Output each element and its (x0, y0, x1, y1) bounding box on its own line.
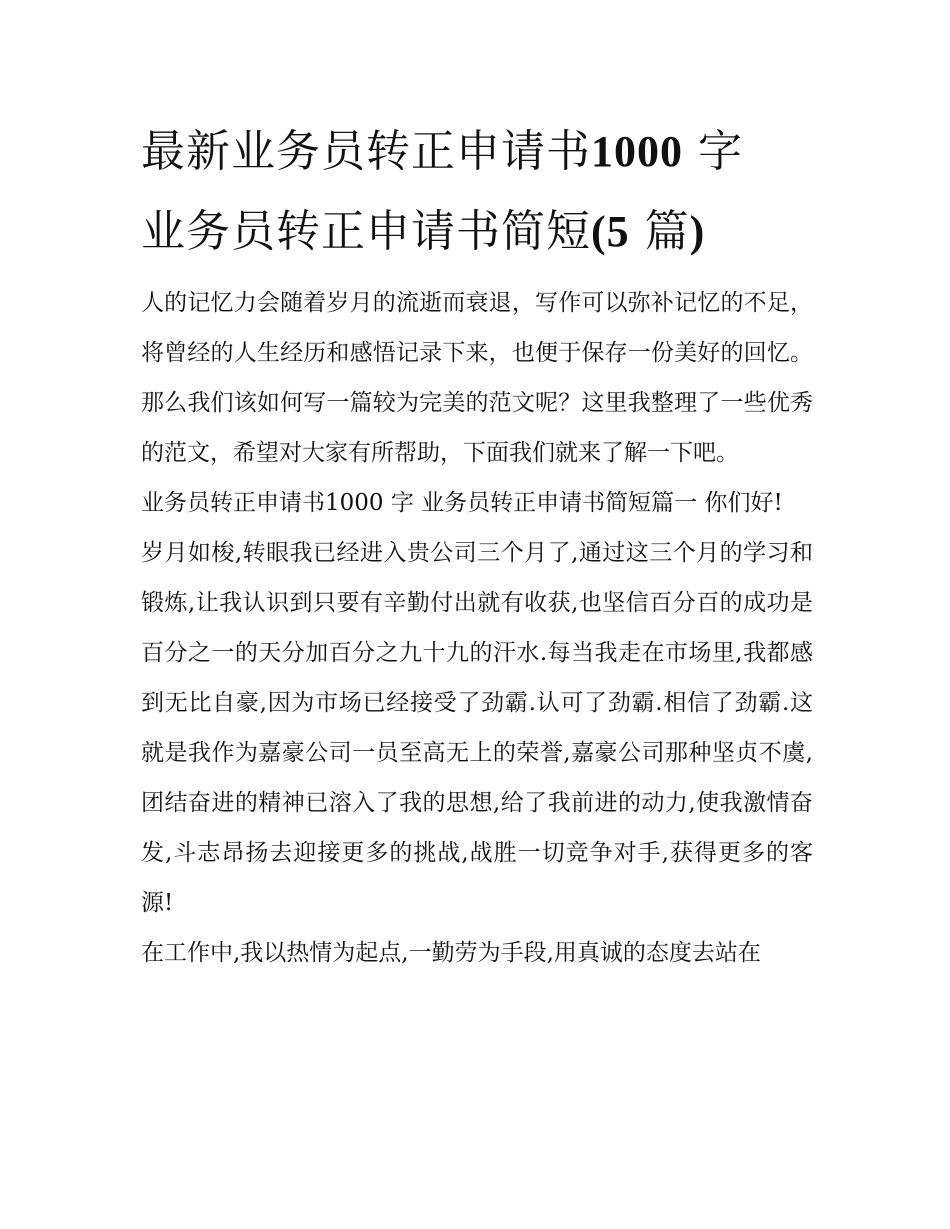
title-part: 字 (683, 126, 743, 177)
body-paragraph: 在工作中,我以热情为起点,一勤劳为手段,用真诚的态度去站在 (141, 940, 761, 966)
document-title (141, 112, 813, 272)
title-number: (5 (591, 207, 630, 256)
intro-paragraph: 人的记忆力会随着岁月的流逝而衰退，写作可以弥补记忆的不足，将曾经的人生经历和感悟记录下来，也便于保存一份美好的回忆。那么我们该如何写一篇较为完美的范文呢？这里我整理了一些优秀的范文，希望对大家有所帮助，下面我们就来了解一下吧。 (141, 290, 813, 466)
title-part: 业务员转正申请书简短 (141, 206, 591, 257)
section-heading-paragraph: 业务员转正申请书1000 字 业务员转正申请书简短篇一 你们好! (141, 490, 783, 516)
title-number: 1000 (591, 127, 683, 176)
body-paragraph: 岁月如梭,转眼我已经进入贵公司三个月了,通过这三个月的学习和锻炼,让我认识到只要有辛勤付出就有收获,也坚信百分百的成功是百分之一的天分加百分之九十九的汗水.每当我走在市场里,我都感到无比自豪,因为市场已经接受了劲霸.认可了劲霸.相信了劲霸.这就是我作为嘉豪公司一员至高无上的荣誉,嘉豪公司那种坚贞不虞,团结奋进的精神已溶入了我的思想,给了我前进的动力,使我激情奋发,斗志昂扬去迎接更多的挑战,战胜一切竞争对手,获得更多的客源! (141, 540, 813, 916)
title-part: 最新业务员转正申请书 (141, 126, 591, 177)
document-body (141, 112, 813, 978)
title-part: 篇 (629, 206, 690, 257)
title-part: ) (689, 207, 706, 256)
